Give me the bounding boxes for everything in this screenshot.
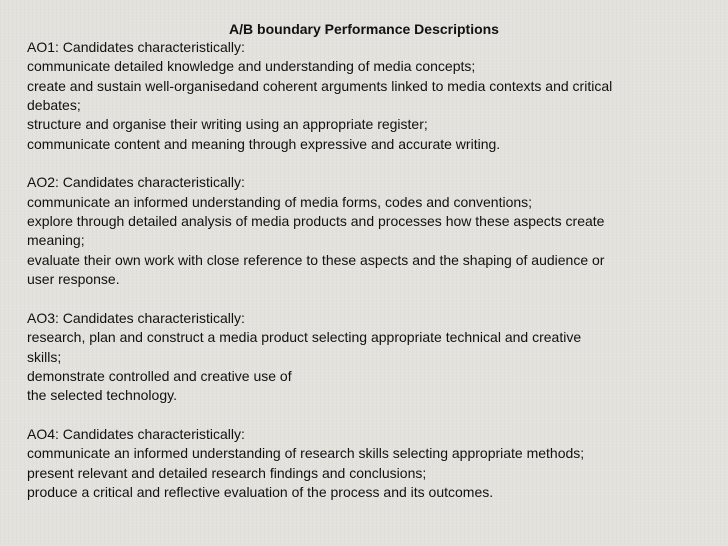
- text-line: present relevant and detailed research findings and conclusions;: [27, 464, 427, 481]
- text-line: communicate an informed understanding of media forms, codes and conventions;: [27, 193, 533, 210]
- text-line: communicate content and meaning through expressive and accurate writing.: [27, 135, 501, 152]
- text-line: skills;: [27, 348, 62, 365]
- section-ao4: [27, 425, 717, 502]
- text-line: debates;: [27, 97, 81, 114]
- section-ao2: [27, 173, 717, 289]
- text-line: communicate detailed knowledge and understanding of media concepts;: [27, 58, 476, 75]
- page-title: A/B boundary Performance Descriptions: [229, 21, 499, 37]
- text-line: communicate an informed understanding of research skills selecting appropriate methods;: [27, 445, 585, 462]
- text-line: produce a critical and reflective evaluation of the process and its outcomes.: [27, 483, 494, 500]
- document-body: [27, 38, 717, 522]
- text-line: explore through detailed analysis of media products and processes how these aspects create: [27, 213, 605, 230]
- section-heading: AO3: Candidates characteristically:: [27, 309, 245, 326]
- text-line: user response.: [27, 271, 120, 288]
- text-line: create and sustain well-organisedand coherent arguments linked to media contexts and critical: [27, 77, 613, 94]
- text-line: research, plan and construct a media product selecting appropriate technical and creative: [27, 329, 582, 346]
- text-line: the selected technology.: [27, 387, 177, 404]
- section-ao3: [27, 309, 717, 406]
- section-ao1: [27, 38, 717, 154]
- text-line: demonstrate controlled and creative use of: [27, 367, 292, 384]
- text-line: meaning;: [27, 232, 85, 249]
- section-heading: AO2: Candidates characteristically:: [27, 174, 245, 191]
- section-heading: AO4: Candidates characteristically:: [27, 425, 245, 442]
- text-line: structure and organise their writing using an appropriate register;: [27, 116, 428, 133]
- section-heading: AO1: Candidates characteristically:: [27, 39, 245, 55]
- text-line: evaluate their own work with close reference to these aspects and the shaping of audience or: [27, 251, 605, 268]
